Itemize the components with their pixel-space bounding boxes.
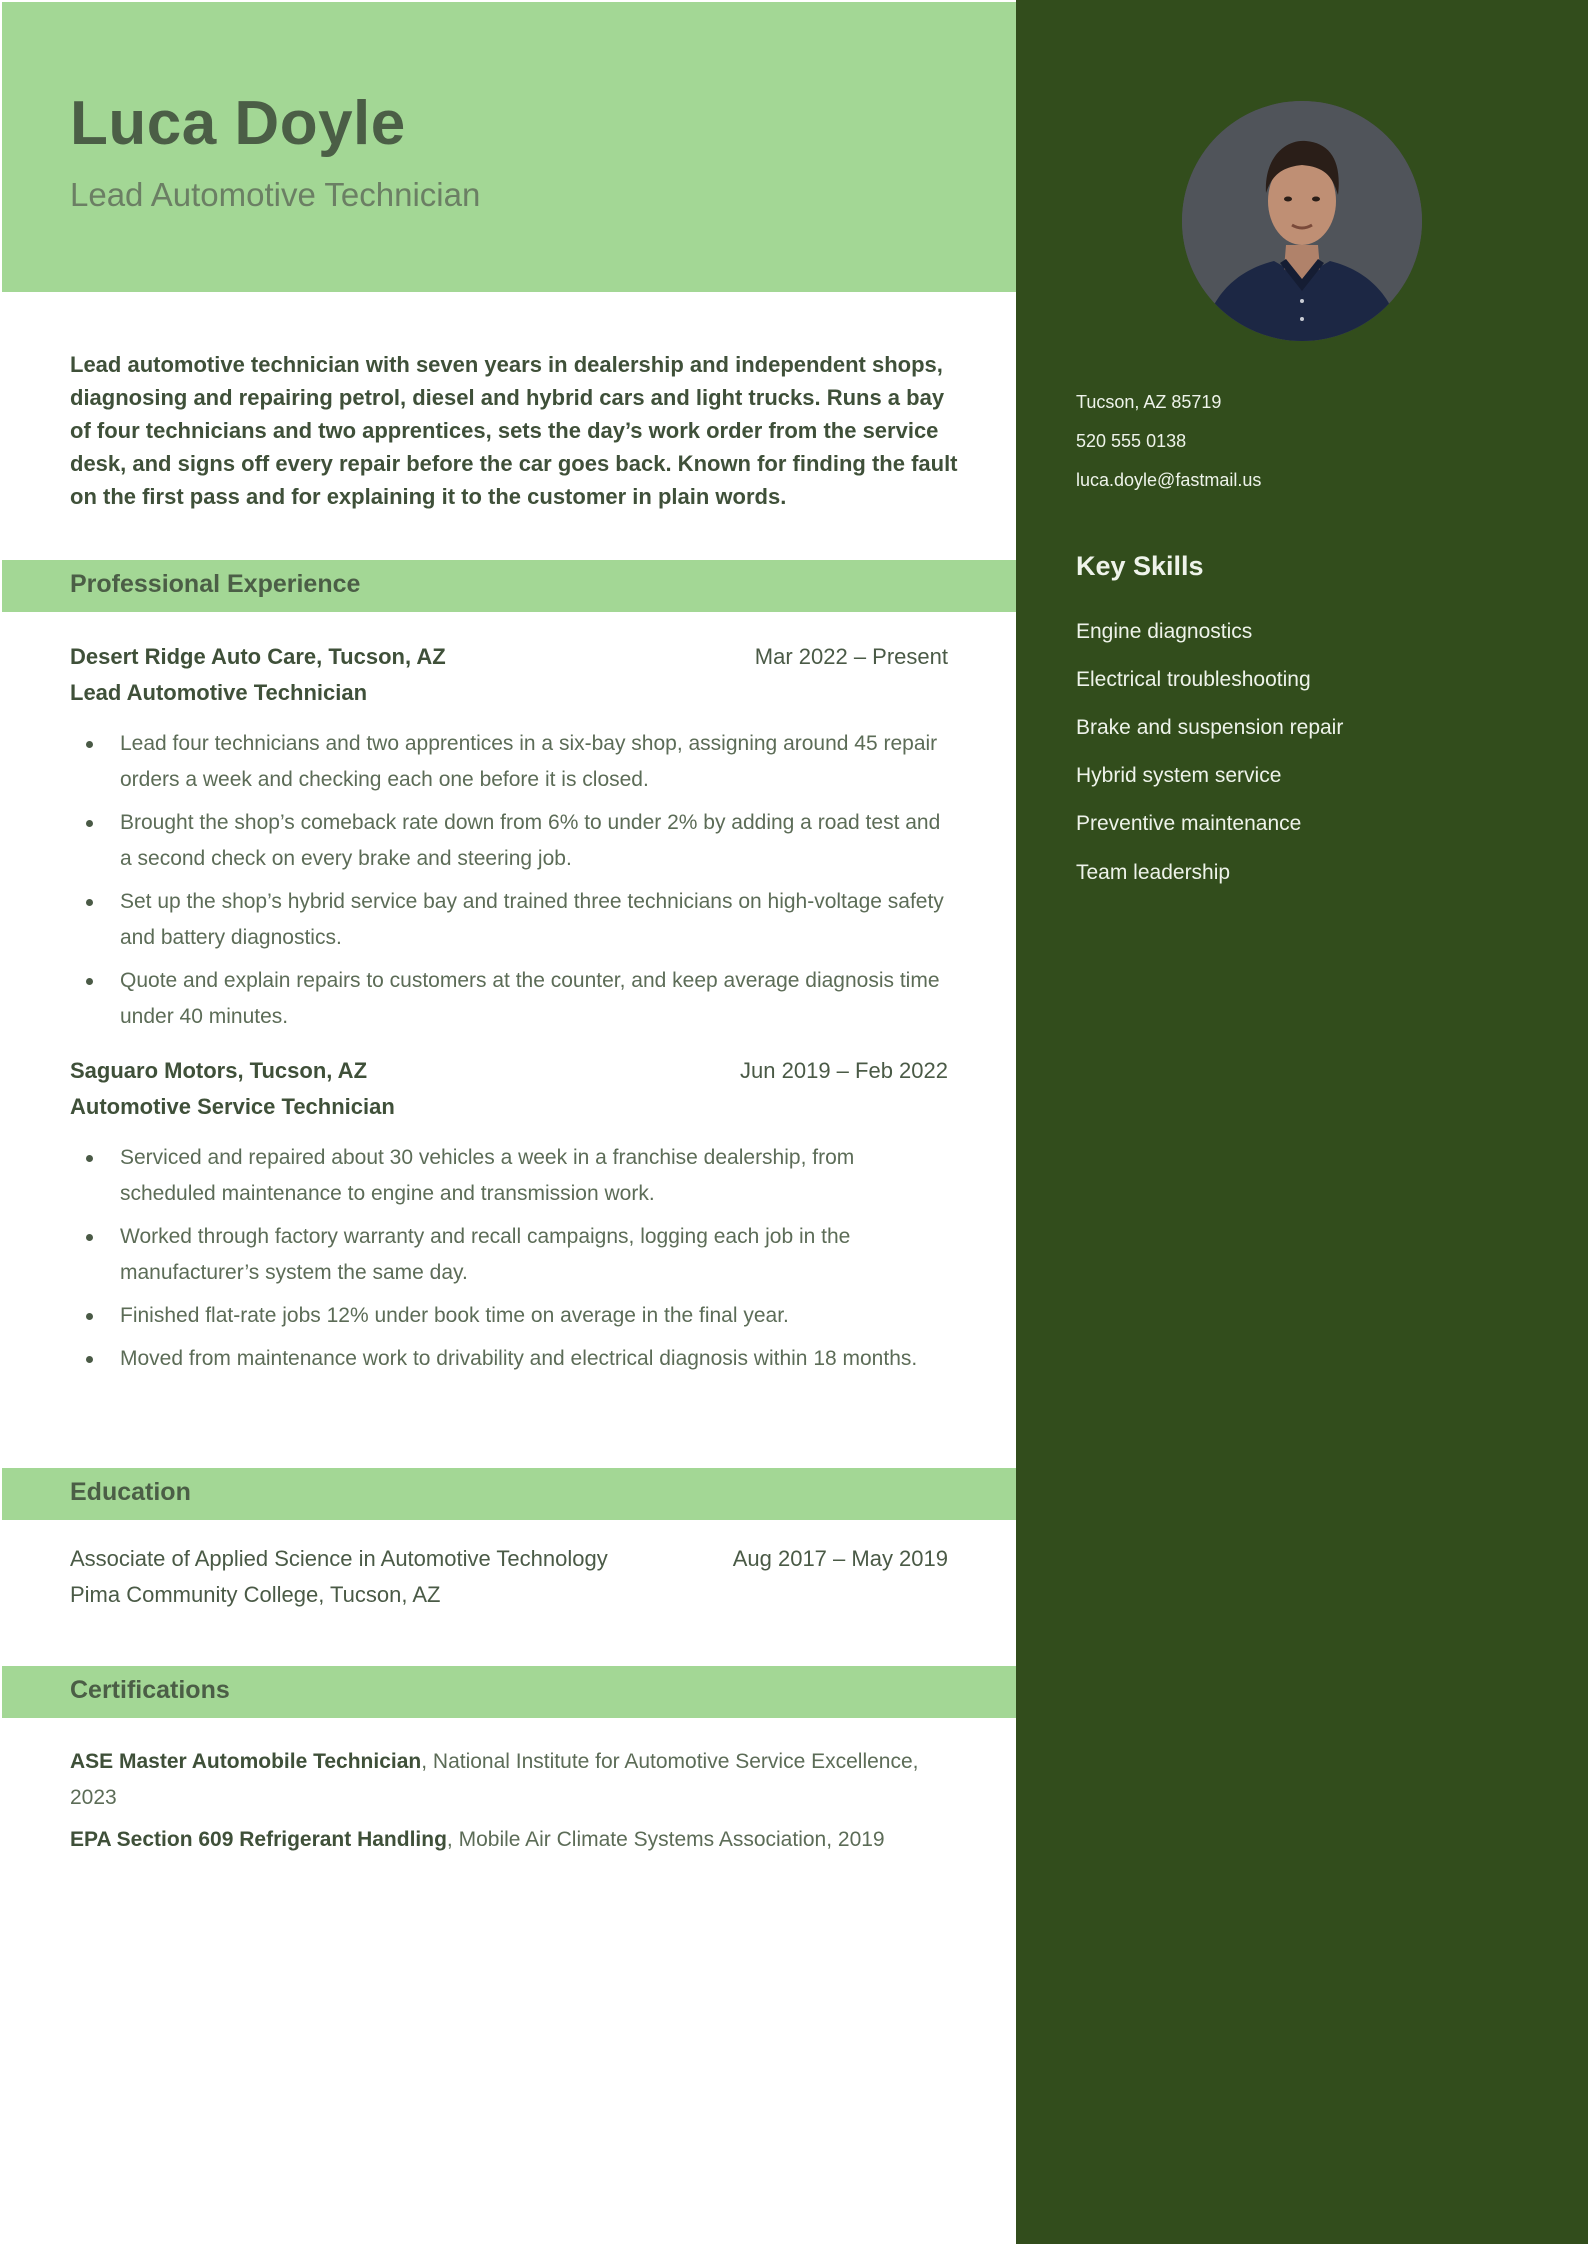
education-entry	[70, 1546, 948, 1618]
candidate-name: Luca Doyle	[70, 89, 406, 158]
edu-school: Pima Community College, Tucson, AZ	[70, 1582, 441, 1607]
cert-detail: , Mobile Air Climate Systems Association, 2019	[446, 1828, 885, 1851]
job-bullet: Quote and explain repairs to customers at the counter, and keep average diagnosis time under 40 minutes.	[70, 963, 948, 1035]
skill-item: Electrical troubleshooting	[1076, 668, 1311, 691]
skills-heading: Key Skills	[1076, 551, 1204, 581]
job-bullet: Moved from maintenance work to drivability and electrical diagnosis within 18 months.	[70, 1341, 948, 1377]
job-entry	[70, 1058, 948, 1384]
certification-item	[70, 1744, 940, 1816]
skill-item: Team leadership	[1076, 861, 1231, 884]
section-certifications	[2, 1666, 1016, 1718]
job-bullet: Finished flat-rate jobs 12% under book time on average in the final year.	[70, 1298, 948, 1334]
section-title: Professional Experience	[70, 570, 361, 598]
skill-item: Brake and suspension repair	[1076, 716, 1344, 739]
job-entry	[70, 644, 948, 1042]
job-role: Automotive Service Technician	[70, 1094, 395, 1119]
profile-photo	[1182, 101, 1422, 341]
job-bullet: Set up the shop’s hybrid service bay and trained three technicians on high-voltage safety and battery diagnostics.	[70, 884, 948, 956]
contact-phone: 520 555 0138	[1076, 431, 1187, 451]
job-bullet: Lead four technicians and two apprentices in a six-bay shop, assigning around 45 repair orders a week and checking each one before it is closed.	[70, 726, 948, 798]
edu-degree: Associate of Applied Science in Automotive Technology	[70, 1546, 608, 1571]
edu-dates: Aug 2017 – May 2019	[732, 1546, 948, 1571]
section-title: Certifications	[70, 1676, 230, 1704]
skill-item: Preventive maintenance	[1076, 812, 1302, 835]
job-bullets	[70, 1140, 948, 1377]
profile-summary: Lead automotive technician with seven years in dealership and independent shops, diagnosing and repairing petrol, diesel and hybrid cars and light trucks. Runs a bay of four technicians and two apprentices, sets the day’s work order from the service desk, and signs off every repair before the car goes back. Known for finding the fault on the first pass and for explaining it to the customer in plain words.	[70, 352, 958, 509]
job-dates: Jun 2019 – Feb 2022	[740, 1058, 948, 1083]
section-experience	[2, 560, 1016, 612]
candidate-title: Lead Automotive Technician	[70, 176, 481, 213]
job-dates: Mar 2022 – Present	[754, 644, 948, 669]
cert-detail: , National Institute for Automotive Service Excellence, 2023	[70, 1750, 919, 1809]
job-role: Lead Automotive Technician	[70, 680, 368, 705]
job-company: Saguaro Motors, Tucson, AZ	[70, 1058, 368, 1083]
job-bullet: Worked through factory warranty and recall campaigns, logging each job in the manufacturer’s system the same day.	[70, 1219, 948, 1291]
section-title: Education	[70, 1478, 191, 1506]
skill-item: Hybrid system service	[1076, 764, 1282, 787]
contact-email[interactable]: luca.doyle@fastmail.us	[1076, 470, 1262, 490]
cert-name: EPA Section 609 Refrigerant Handling	[70, 1828, 447, 1851]
job-bullet: Serviced and repaired about 30 vehicles a week in a franchise dealership, from scheduled maintenance to engine and transmission work.	[70, 1140, 948, 1212]
portrait-illustration	[1182, 101, 1422, 341]
skill-item: Engine diagnostics	[1076, 620, 1253, 643]
job-company: Desert Ridge Auto Care, Tucson, AZ	[70, 644, 446, 669]
cert-name: ASE Master Automobile Technician	[70, 1750, 422, 1773]
job-bullets	[70, 726, 948, 1035]
section-education	[2, 1468, 1016, 1520]
contact-location: Tucson, AZ 85719	[1076, 392, 1222, 412]
job-bullet: Brought the shop’s comeback rate down from 6% to under 2% by adding a road test and a second check on every brake and steering job.	[70, 805, 948, 877]
certification-item	[70, 1822, 940, 1858]
